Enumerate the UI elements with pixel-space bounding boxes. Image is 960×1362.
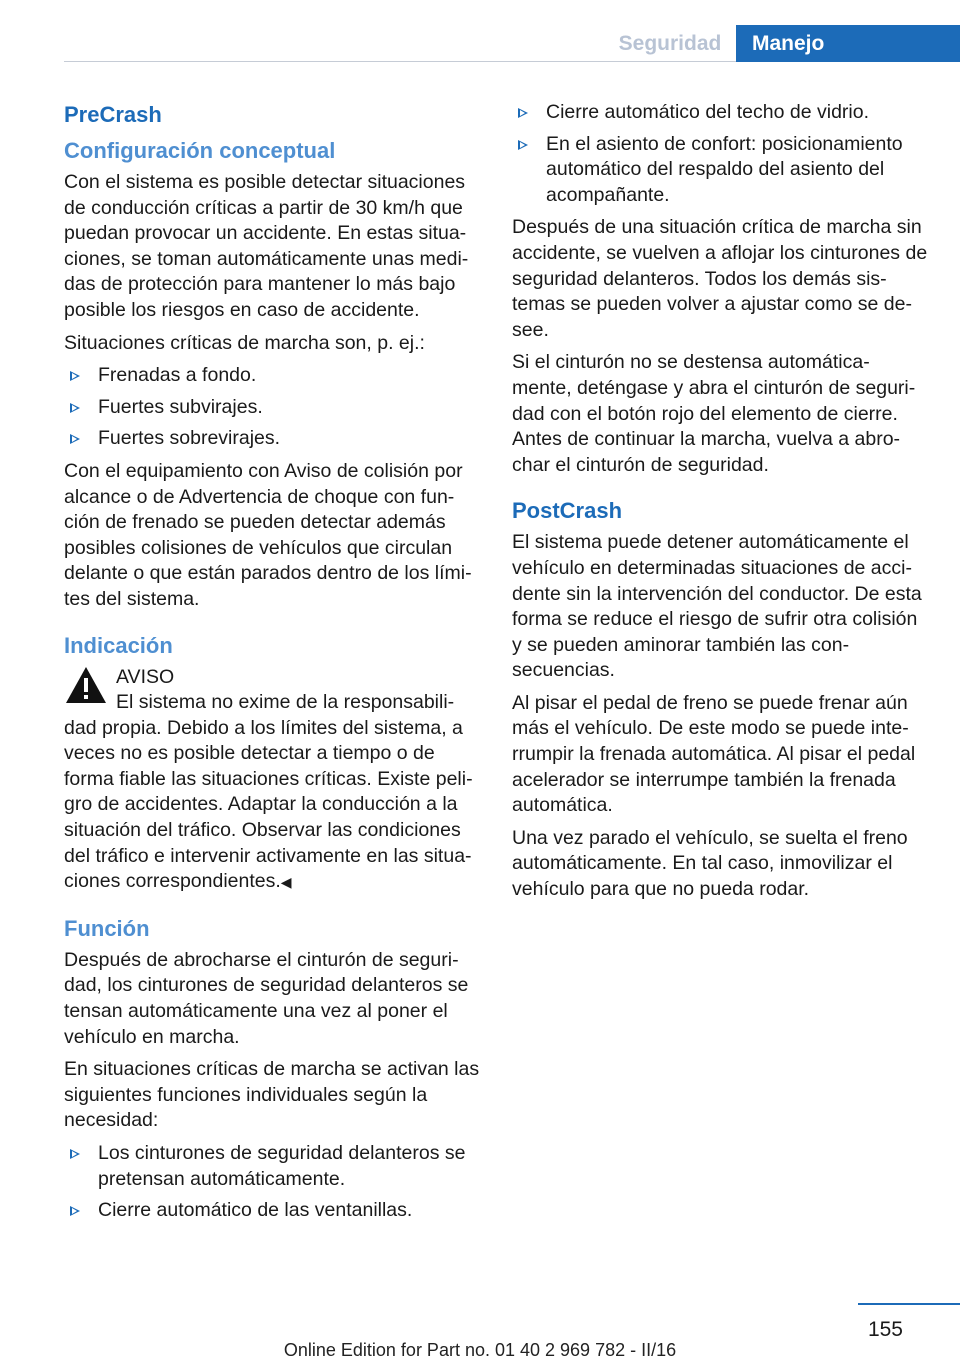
paragraph-after: Después de una situación crítica de marcha sin accidente, se vuelven a aflojar los cinturones de seguridad delanteros. Todos los demás sis‐temas se pueden volver a ajustar como se de‐see. — [512, 216, 928, 341]
paragraph-activate: En situaciones críticas de marcha se activan las siguientes funciones individuales según la necesidad: — [64, 1058, 480, 1132]
heading-postcrash: PostCrash — [512, 498, 623, 524]
warning-block — [64, 665, 480, 896]
list-item: Fuertes sobrevirajes. — [64, 426, 480, 452]
paragraph-stopped: Una vez parado el vehículo, se suelta el freno automáticamente. En tal caso, inmovilizar el vehículo para que no pueda rodar. — [512, 826, 908, 901]
warning-title: AVISO — [116, 665, 175, 688]
functions-list-continued — [512, 100, 928, 208]
heading-function: Función — [64, 915, 150, 941]
left-column — [64, 100, 480, 1231]
paragraph-belt: Si el cinturón no se destensa automática‐mente, deténgase y abra el cinturón de seguri‐dad con el botón rojo del elemento de cierre. Antes de continuar la marcha, vuelva a abro‐char el cinturón de seguridad. — [512, 351, 916, 476]
heading-precrash: PreCrash — [64, 102, 162, 127]
paragraph-concept: Con el sistema es posible detectar situaciones de conducción críticas a partir de 30 km/h que puedan provocar un accidente. En estas situa‐ciones, se toman automáticamente unas medi‐das de protección para mantener lo más bajo posible los riesgos en caso de accidente. — [64, 171, 469, 321]
page-number: 155 — [867, 1318, 903, 1341]
warning-text: El sistema no exime de la responsabili‐dad propia. Debido a los límites del sistema, a veces no es posible detectar a tiempo o de forma fiable las situaciones críticas. Existe peli‐gro de accidentes. Adaptar la conducción a la situación del tráfico. Observar las condiciones del tráfico e intervenir activamente en las situa‐ciones correspondientes. — [64, 691, 473, 893]
header-section-link[interactable]: Seguridad — [618, 31, 722, 55]
list-item: Cierre automático de las ventanillas. — [64, 1198, 480, 1224]
warning-icon — [64, 665, 108, 705]
header-chapter-tab[interactable]: Manejo — [736, 25, 960, 62]
heading-concept: Configuración conceptual — [64, 138, 336, 163]
page-number-rule — [858, 1303, 960, 1305]
end-mark-icon: ◀ — [280, 874, 292, 891]
heading-indication: Indicación — [64, 632, 173, 658]
list-item: Fuertes subvirajes. — [64, 395, 480, 421]
paragraph-pedal: Al pisar el pedal de freno se puede frenar aún más el vehículo. De este modo se puede inte‐rrumpir la frenada automática. Al pisar el pedal acelerador se interrumpe también la frenada automática. — [512, 691, 916, 817]
paragraph-function: Después de abrocharse el cinturón de seguri‐dad, los cinturones de seguridad delanteros se tensan automáticamente una vez al poner el vehículo en marcha. — [64, 948, 469, 1048]
paragraph-equipment: Con el equipamiento con Aviso de colisión por alcance o de Advertencia de choque con fun‐ción de frenado se pueden detectar además posibles colisiones de vehículos que circulan delante o que están parados dentro de los lími‐tes del sistema. — [64, 459, 472, 610]
right-column — [512, 100, 928, 910]
paragraph-situations: Situaciones críticas de marcha son, p. ej.: — [64, 331, 425, 354]
functions-list — [64, 1141, 480, 1224]
list-item: Los cinturones de seguridad delanteros se pretensan automáticamente. — [64, 1141, 480, 1192]
list-item: En el asiento de confort: posicionamiento automático del respaldo del asiento del acompañante. — [512, 132, 928, 209]
list-item: Frenadas a fondo. — [64, 363, 480, 389]
edition-footer: Online Edition for Part no. 01 40 2 969 782 - II/16 — [283, 1340, 677, 1360]
list-item: Cierre automático del techo de vidrio. — [512, 100, 928, 126]
paragraph-postcrash: El sistema puede detener automáticamente el vehículo en determinadas situaciones de acci‐dente sin la intervención del conductor. De esta forma se reduce el riesgo de sufrir otra colisión y se pueden aminorar también las con‐secuencias. — [512, 531, 922, 682]
situations-list — [64, 363, 480, 452]
